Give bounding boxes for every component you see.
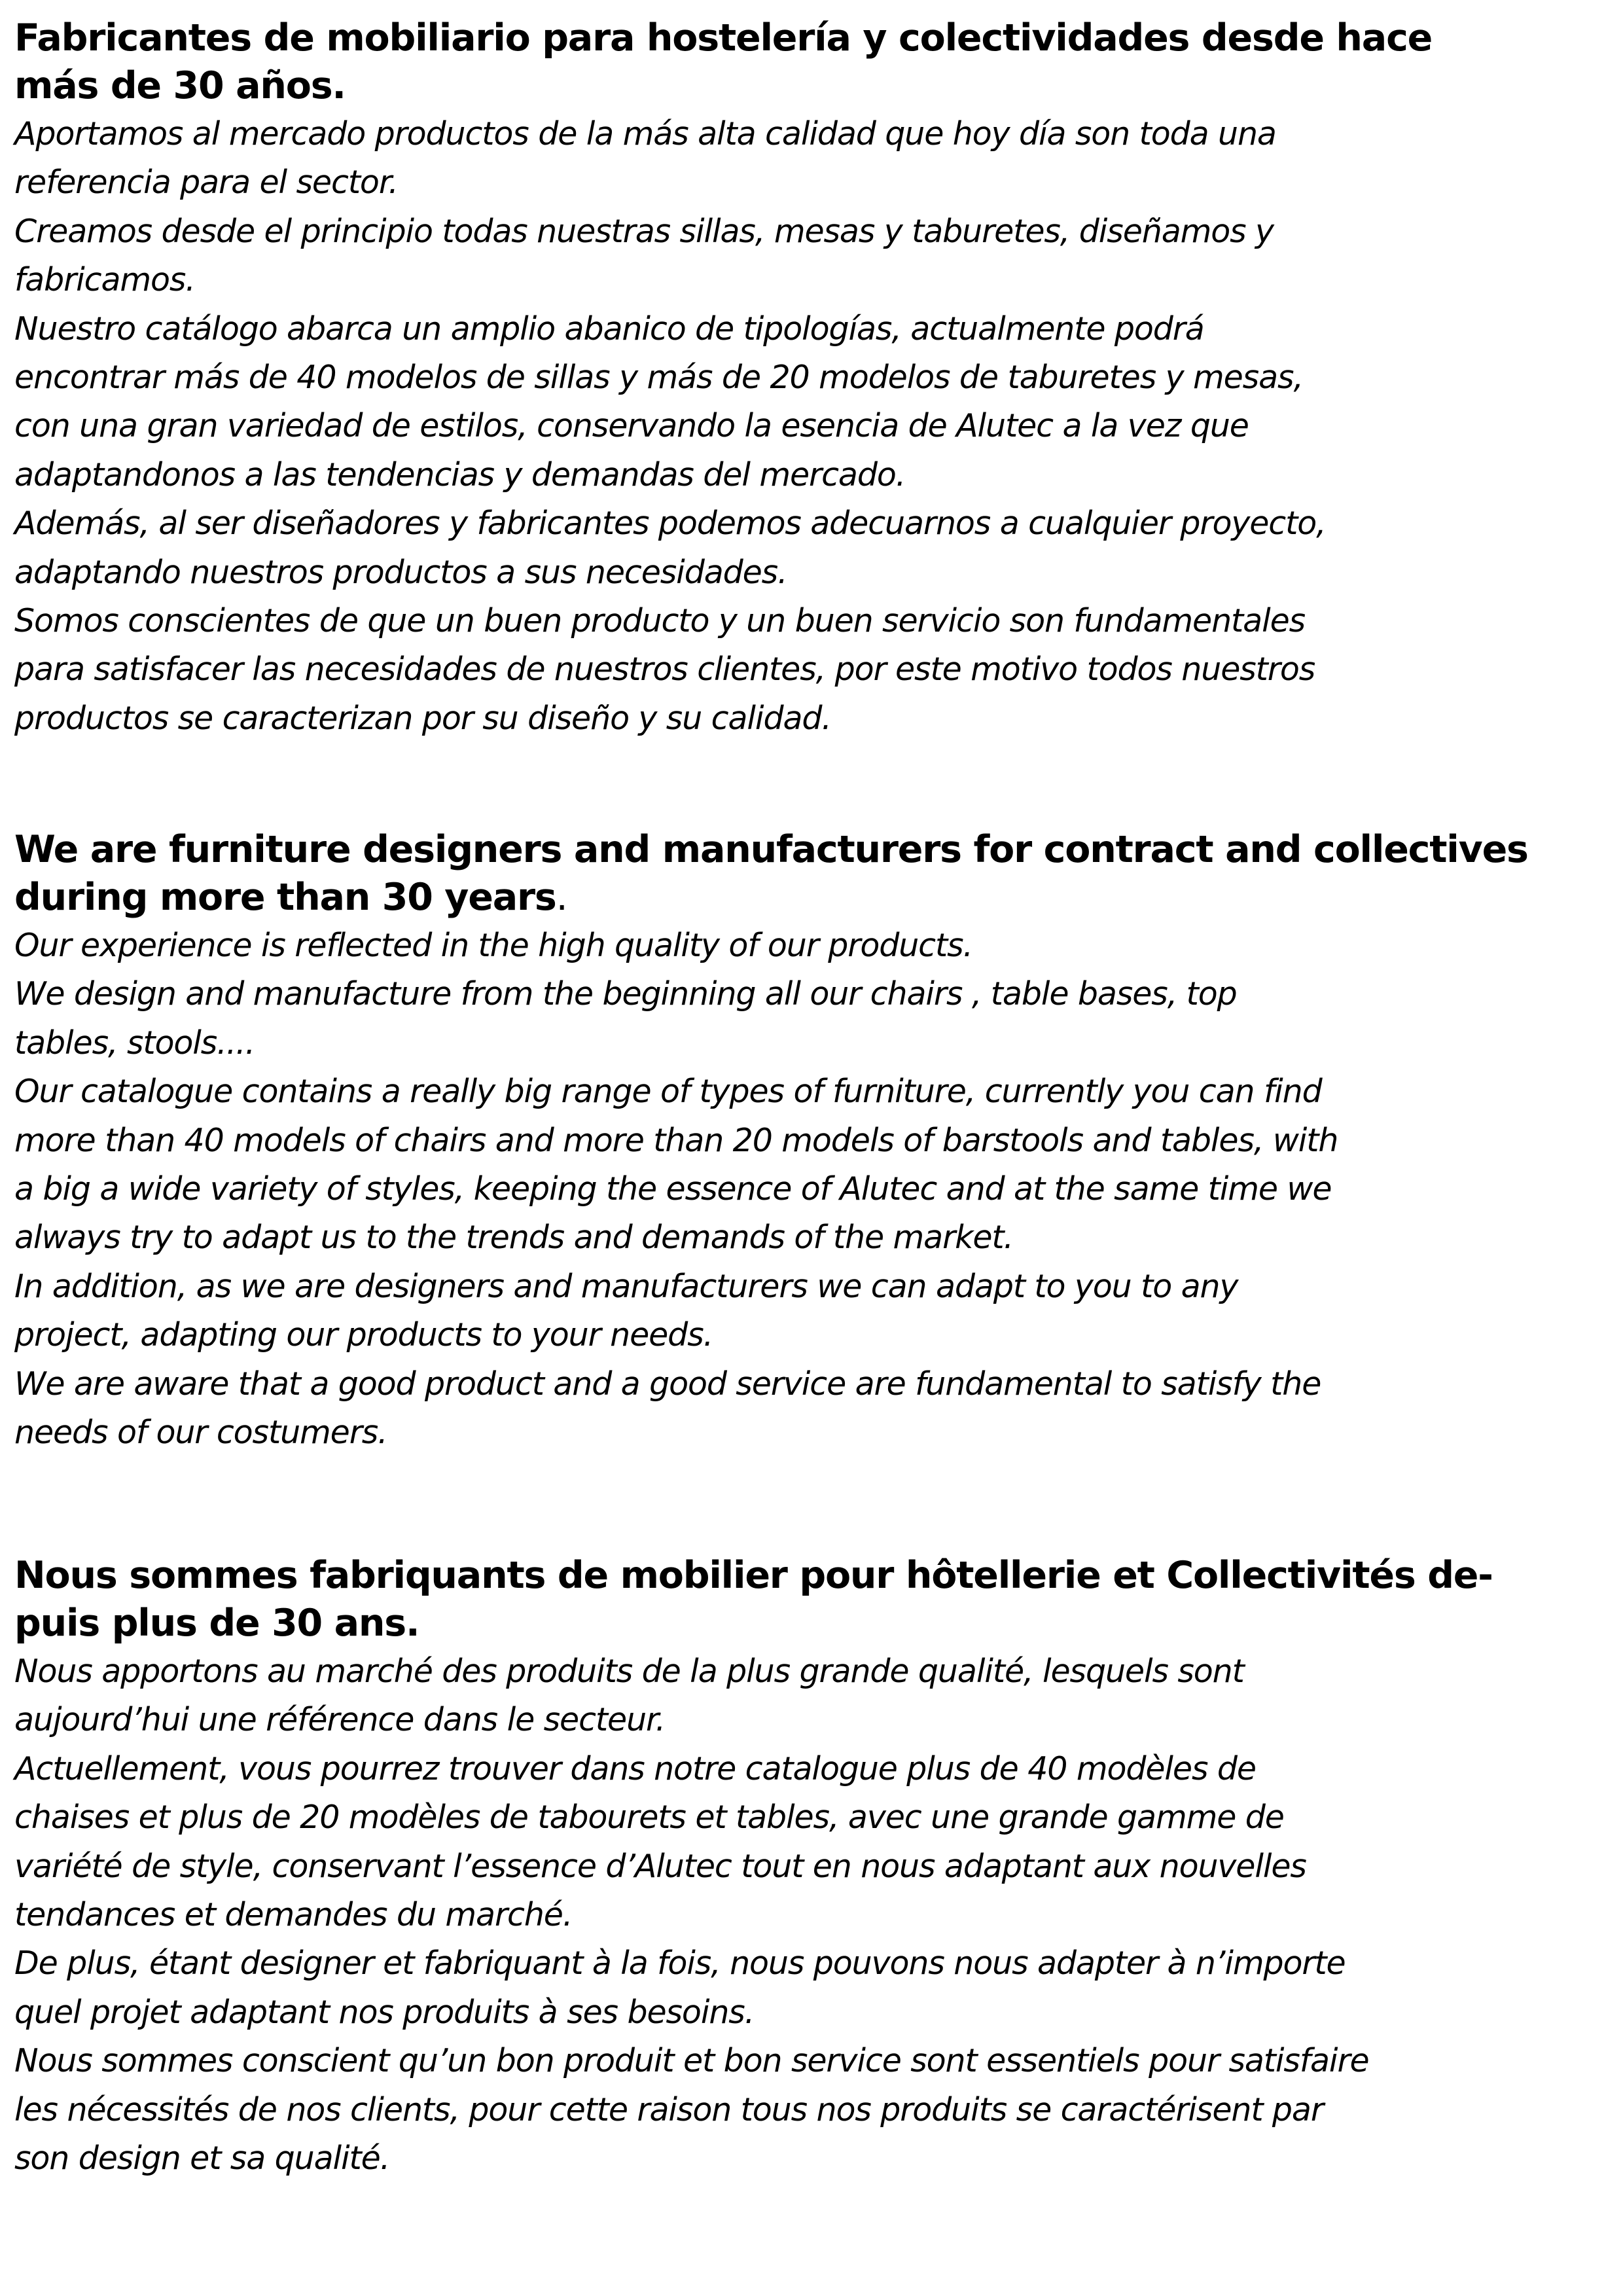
heading-line: We are furniture designers and manufacturers for contract and collectives [14,828,1528,871]
body-line: quel projet adaptant nos produits à ses besoins. [14,1993,755,2031]
body-line: Nous apportons au marché des produits de la plus grande qualité, lesquels sont [14,1653,1244,1690]
section-spanish [14,14,1585,743]
body-line: tendances et demandes du marché. [14,1896,573,1934]
body-line: referencia para el sector. [14,164,398,202]
body-line: con una gran variedad de estilos, conservando la esencia de Alutec a la vez que [14,407,1249,445]
body-line: adaptandonos a las tendencias y demandas del mercado. [14,456,906,493]
body-line: adaptando nuestros productos a sus necesidades. [14,553,787,591]
heading-line [14,1600,1585,1647]
heading-line: Fabricantes de mobiliario para hostelería y colectividades desde hace [14,16,1433,60]
body-line: Somos conscientes de que un buen producto y un buen servicio son fundamentales [14,602,1306,640]
body-line: always try to adapt us to the trends and demands of the market. [14,1219,1014,1257]
section-body [14,110,1585,743]
body-line: Además, al ser diseñadores y fabricantes podemos adecuarnos a cualquier proyecto, [14,505,1326,543]
heading-line [14,874,1585,922]
body-line: a big a wide variety of styles, keeping the essence of Alutec and at the same time we [14,1170,1332,1208]
section-body [14,1647,1585,2183]
body-line: aujourd’hui une référence dans le secteur. [14,1701,666,1739]
section-heading [14,14,1585,110]
body-line: variété de style, conservant l’essence d’Alutec tout en nous adaptant aux nouvelles [14,1847,1306,1885]
heading-line-text: during more than 30 years [14,876,556,919]
body-line: more than 40 models of chairs and more than 20 models of barstools and tables, with [14,1121,1338,1159]
body-line: We design and manufacture from the beginning all our chairs , table bases, top [14,975,1237,1013]
heading-line [14,62,1585,110]
body-line: fabricamos. [14,261,195,299]
body-line: les nécessités de nos clients, pour cette raison tous nos produits se caractérisent par [14,2090,1323,2128]
body-line: project, adapting our products to your needs. [14,1316,713,1354]
body-line: son design et sa qualité. [14,2140,390,2178]
body-line: chaises et plus de 20 modèles de tabourets et tables, avec une grande gamme de [14,1799,1284,1837]
body-line: Creamos desde el principio todas nuestras sillas, mesas y taburetes, diseñamos y [14,212,1274,250]
section-english [14,826,1585,1457]
body-line: encontrar más de 40 modelos de sillas y más de 20 modelos de taburetes y mesas, [14,359,1303,397]
body-line: Actuellement, vous pourrez trouver dans notre catalogue plus de 40 modèles de [14,1749,1256,1787]
heading-tail: . [556,876,567,919]
heading-line: Nous sommes fabriquants de mobilier pour hôtellerie et Collectivités de- [14,1554,1493,1597]
body-line: Our experience is reflected in the high quality of our products. [14,927,973,964]
body-line: Aportamos al mercado productos de la más alta calidad que hoy día son toda una [14,115,1276,152]
section-heading [14,826,1585,922]
body-line: Nous sommes conscient qu’un bon produit et bon service sont essentiels pour satisfaire [14,2042,1369,2080]
section-heading [14,1552,1585,1647]
heading-line-text: puis plus de 30 ans. [14,1602,419,1645]
body-line: productos se caracterizan por su diseño y su calidad. [14,699,831,737]
heading-line-text: más de 30 años. [14,64,346,107]
body-line: needs of our costumers. [14,1414,387,1452]
body-line: In addition, as we are designers and manufacturers we can adapt to you to any [14,1267,1238,1305]
section-body [14,922,1585,1457]
body-line: tables, stools.... [14,1024,255,1062]
body-line: Nuestro catálogo abarca un amplio abanico de tipologías, actualmente podrá [14,310,1204,348]
body-line: We are aware that a good product and a good service are fundamental to satisfy the [14,1365,1321,1403]
body-line: para satisfacer las necesidades de nuestros clientes, por este motivo todos nuestros [14,651,1315,689]
section-french [14,1552,1585,2183]
body-line: De plus, étant designer et fabriquant à la fois, nous pouvons nous adapter à n’importe [14,1945,1346,1982]
body-line: Our catalogue contains a really big range of types of furniture, currently you can find [14,1073,1322,1111]
